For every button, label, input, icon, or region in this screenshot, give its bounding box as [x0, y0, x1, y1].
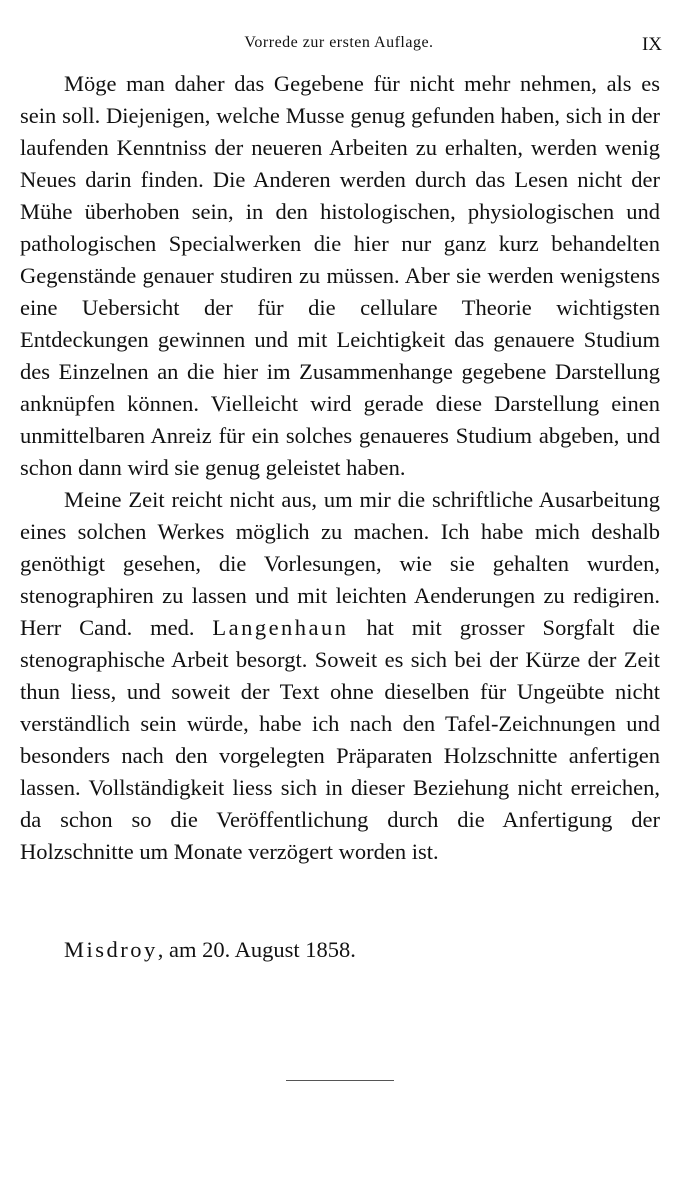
person-name-langenhaun: Langenhaun: [212, 615, 349, 640]
body-text: [20, 68, 660, 868]
paragraph-2-text-before: Meine Zeit reicht nicht aus, um mir die schriftliche Ausarbeitung eines solchen Werkes möglich zu machen. Ich habe mich deshalb genöthigt gesehen, die Vorlesungen, wie sie gehalten wurden, stenographiren zu lassen und mit leichten Aenderungen zu redigiren. Herr Cand. med.: [20, 487, 660, 640]
signature-line: [64, 937, 356, 963]
paragraph-2-text-after: hat mit grosser Sorgfalt die stenographische Arbeit besorgt. Soweit es sich bei der Kürze der Zeit thun liess, und soweit der Text ohne dieselben für Ungeübte nicht verständlich sein würde, habe ich nach den Tafel-Zeichnungen und besonders nach den vorgelegten Präparaten Holzschnitte anfertigen lassen. Vollständigkeit liess sich in dieser Beziehung nicht erreichen, da schon so die Veröffentlichung durch die Anfertigung der Holzschnitte um Monate verzögert worden ist.: [20, 615, 661, 864]
page-header: [0, 30, 678, 58]
signature-date: , am 20. August 1858.: [157, 937, 356, 962]
running-title: Vorrede zur ersten Auflage.: [244, 34, 434, 51]
signature-place: Misdroy: [64, 937, 158, 962]
end-rule: [286, 1080, 394, 1081]
paragraph-1: Möge man daher das Gegebene für nicht mehr nehmen, als es sein soll. Diejenigen, welche Musse genug gefunden haben, sich in der laufenden Kenntniss der neueren Arbeiten zu erhalten, werden wenig Neues darin finden. Die Anderen werden durch das Lesen nicht der Mühe überhoben sein, in den histologischen, physiologischen und pathologischen Specialwerken die hier nur ganz kurz behandelten Gegenstände genauer studiren zu müssen. Aber sie werden wenigstens eine Uebersicht der für die cellulare Theorie wichtigsten Entdeckungen gewinnen und mit Leichtigkeit das genauere Studium des Einzelnen an die hier im Zusammenhange gegebene Darstellung anknüpfen können. Vielleicht wird gerade diese Darstellung einen unmittelbaren Anreiz für ein solches genaueres Studium abgeben, und schon dann wird sie genug geleistet haben.: [20, 71, 660, 480]
page-number: IX: [641, 34, 662, 55]
paragraph-2: [20, 484, 660, 868]
